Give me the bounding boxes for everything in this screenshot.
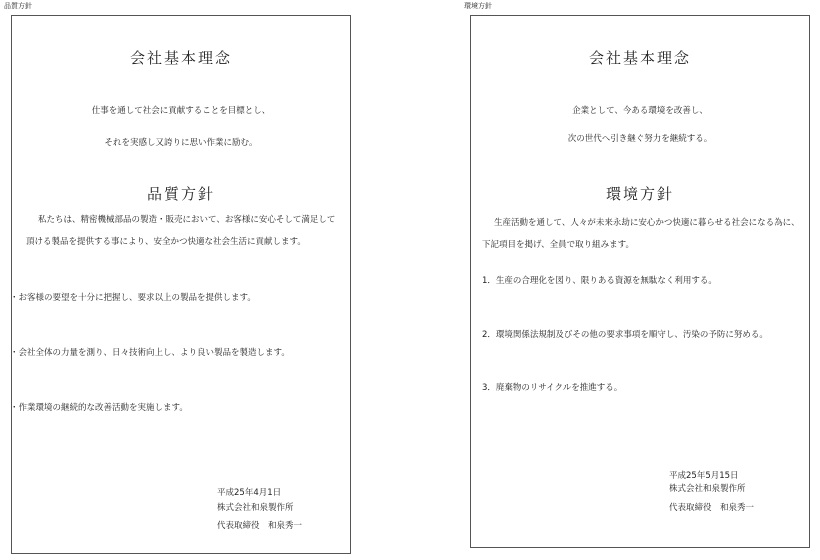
philosophy-title: 会社基本理念	[129, 49, 232, 67]
philosophy-line-1: 仕事を通して社会に貢献することを目標とし、	[91, 106, 271, 116]
quality-policy-document	[11, 15, 351, 554]
environment-policy-caption: 環境方針	[464, 2, 492, 10]
company-name: 株式会社和泉製作所	[217, 503, 294, 513]
policy-item: ・作業環境の継続的な改善活動を実施します。	[10, 403, 188, 413]
policy-item: ・お客様の要望を十分に把握し、要求以上の製品を提供します。	[10, 293, 256, 303]
philosophy-title: 会社基本理念	[588, 49, 691, 67]
issue-date: 平成25年5月15日	[669, 471, 739, 481]
quality-policy-title: 品質方針	[146, 185, 215, 203]
policy-item: 1．生産の合理化を図り、限りある資源を無駄なく利用する。	[482, 276, 717, 286]
policy-intro: 私たちは、精密機械部品の製造・販売において、お客様に安心そして満足して頂ける製品を提供する事により、安全かつ快適な社会生活に貢献します。	[26, 215, 336, 247]
policy-item: 3．廃棄物のリサイクルを推進する。	[482, 383, 623, 393]
policy-item: ・会社全体の力量を測り、日々技術向上し、より良い製品を製造します。	[10, 348, 290, 358]
quality-policy-caption: 品質方針	[4, 2, 32, 10]
representative-signature: 代表取締役 和泉秀一	[217, 521, 303, 531]
representative-signature: 代表取締役 和泉秀一	[669, 503, 755, 513]
policy-item: 2．環境関係法規制及びその他の要求事項を順守し、汚染の予防に努める。	[482, 330, 768, 340]
issue-date: 平成25年4月1日	[217, 488, 282, 498]
philosophy-line-1: 企業として、今ある環境を改善し、	[572, 106, 708, 116]
environment-policy-title: 環境方針	[605, 185, 674, 203]
philosophy-line-2: 次の世代へ引き継ぐ努力を継続する。	[567, 134, 713, 144]
environment-policy-document	[470, 15, 810, 548]
company-name: 株式会社和泉製作所	[669, 484, 746, 494]
policy-intro: 生産活動を通して、人々が未来永劫に安心かつ快適に暮らせる社会になる為に、下記項目を掲げ、全員で取り組みます。	[482, 218, 800, 250]
philosophy-line-2: それを実感し又誇りに思い作業に励む。	[104, 138, 258, 148]
